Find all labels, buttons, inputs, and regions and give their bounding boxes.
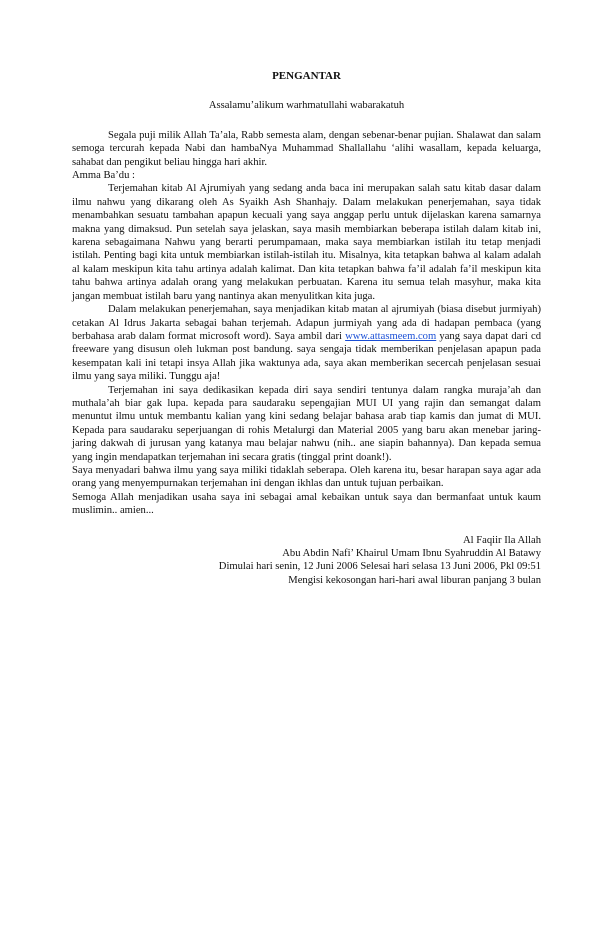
- paragraph-prayer: Semoga Allah menjadikan usaha saya ini sebagai amal kebaikan untuk saya dan bermanfaat untuk kaum muslimin.. amien...: [72, 491, 541, 517]
- signature-note: Mengisi kekosongan hari-hari awal liburan panjang 3 bulan: [288, 574, 541, 586]
- signature-line-1: Al Faqiir Ila Allah: [463, 534, 541, 546]
- signature-dates: Dimulai hari senin, 12 Juni 2006 Selesai hari selasa 13 Juni 2006, Pkl 09:51: [218, 561, 541, 573]
- attasmeem-link[interactable]: www.attasmeem.com: [345, 330, 437, 342]
- paragraph-praise: Segala puji milik Allah Ta’ala, Rabb semesta alam, dengan sebenar-benar pujian. Shalawat dan salam semoga tercurah kepada Nabi dan hambaNya Muhammad Shallallahu ‘alihi wasallam, kepada keluarga, sahabat dan pengikut beliau hingga hari akhir.: [72, 129, 541, 168]
- source-text-before: Dalam melakukan penerjemahan, saya menjadikan kitab matan al ajrumiyah (biasa disebut jurmiyah) cetakan Al Idrus Jakarta sebagai bahan terjemah. Adapun jurmiyah yang ada di hadapan pembaca (yang berbahasa arab dalam format microsoft word). Saya ambil dari: [72, 304, 541, 342]
- signature-block: [72, 534, 541, 588]
- paragraph-humility: Saya menyadari bahwa ilmu yang saya miliki tidaklah seberapa. Oleh karena itu, besar harapan saya agar ada orang yang menyempurnakan terjemahan ini dengan ikhlas dan untuk tujuan perbaikan.: [72, 464, 541, 490]
- paragraph-about-translation: Terjemahan kitab Al Ajrumiyah yang sedang anda baca ini merupakan salah satu kitab dasar dalam ilmu nahwu yang dikarang oleh As Syaikh Ash Shanhajy. Dalam melakukan penerjemahan, saya tidak menambahkan sesuatu tambahan apapun kecuali yang saya anggap perlu untuk dijelaskan karena samarnya makna yang dimaksud. Pun setelah saya jelaskan, saya masih membiarkan beberapa istilah dalam kitab ini, karena sebagaimana Nahwu yang berarti perumpamaan, maka saya membiarkan istilah itu tetap menjadi istilah. Penting bagi kita untuk membiarkan istilah-istilah itu. Misalnya, kita tetapkan bahwa al kalam adalah al kalam meskipun kita tahu artinya adalah kalimat. Dan kita tetapkan bahwa fa’il adalah fa’il meskipun kita tahu bahwa artinya adalah orang yang melakukan perbuatan. Karena itu semua telah masyhur, maka kita jangan membuat istilah baru yang nantinya akan menyulitkan kita juga.: [72, 183, 541, 302]
- amma-badu: Amma Ba’du :: [72, 170, 135, 182]
- paragraph-dedication: Terjemahan ini saya dedikasikan kepada diri saya sendiri tentunya dalam rangka muraja’ah dan muthala’ah biar gak lupa. kepada para saudaraku sepengajian MUI UI yang rajin dan semangat dalam menuntut ilmu untuk membantu kalian yang kini sedang belajar bahasa arab tiap kamis dan jumat di MUI. Kepada para saudaraku seperjuangan di rohis Metalurgi dan Material 2005 yang baru akan menebar jaring-jaring dakwah di jurusan yang katanya mau belajar nahwu (nih.. ane siapin bahannya). Dan kepada semua yang ingin mendapatkan terjemahan ini secara gratis (tinggal print doank!).: [72, 384, 541, 463]
- source-text-after: yang saya dapat dari cd freeware yang disusun oleh lukman post bandung. saya sengaja tidak memberikan penjelasan apapun pada kesempatan kali ini tetapi insya Allah jika waktunya ada, saya akan memberikan secercah penjelasan sesuai ilmu yang saya miliki. Tunggu aja!: [72, 330, 541, 383]
- page-title: PENGANTAR: [272, 70, 341, 82]
- document-page: [72, 70, 541, 587]
- greeting: Assalamu’alikum warhmatullahi wabarakatuh: [208, 100, 405, 112]
- paragraph-source: [72, 303, 541, 383]
- signature-author: Abu Abdin Nafi’ Khairul Umam Ibnu Syahruddin Al Batawy: [282, 548, 541, 559]
